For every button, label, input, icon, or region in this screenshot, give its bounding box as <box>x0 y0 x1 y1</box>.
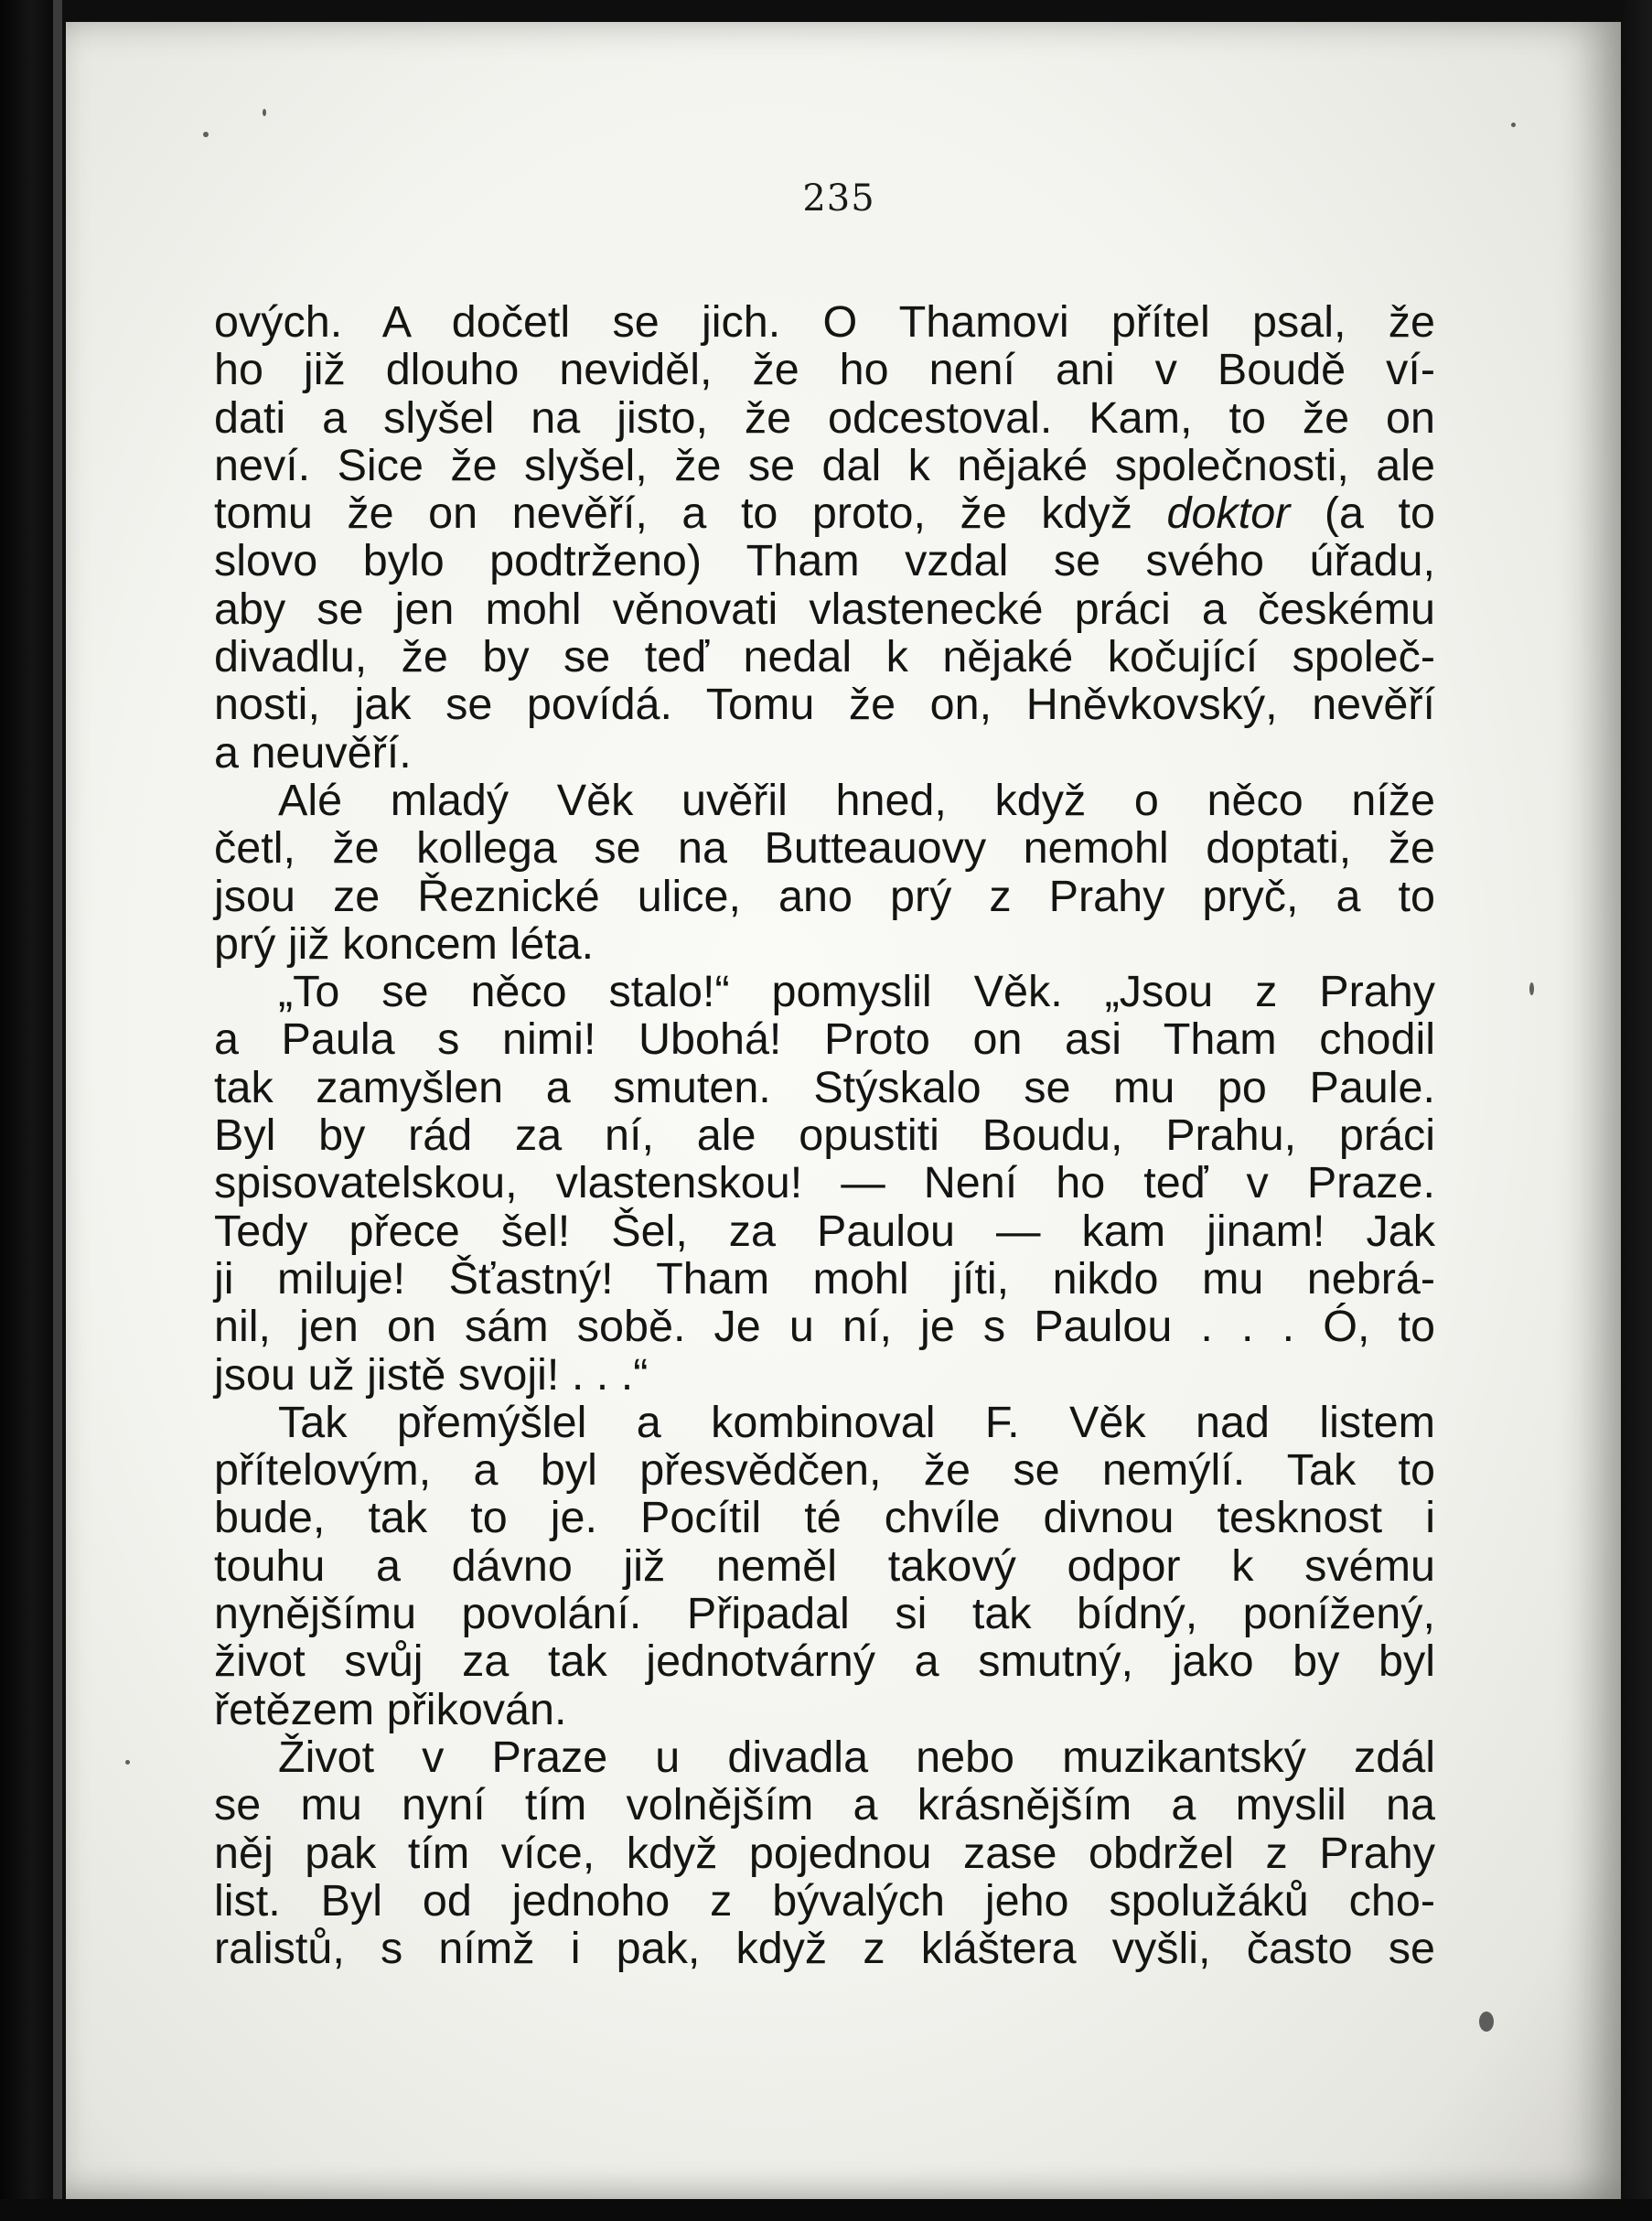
text-line: přítelovým, a byl přesvědčen, že se nemýlí. Tak to <box>214 1445 1435 1496</box>
text-line: nosti, jak se povídá. Tomu že on, Hněvkovský, nevěří <box>214 680 1435 730</box>
italic-word: doktor <box>1166 488 1291 539</box>
text-line: bude, tak to je. Pocítil té chvíle divnou tesknost i <box>214 1493 1435 1543</box>
text-line: četl, že kollega se na Butteauovy nemohl doptati, že <box>214 823 1435 874</box>
text-line: jsou už jistě svoji! . . .“ <box>214 1349 649 1400</box>
text-line: řetězem přikován. <box>214 1684 567 1734</box>
text-line: a Paula s nimi! Ubohá! Proto on asi Tham chodil <box>214 1014 1435 1065</box>
text-line: touhu a dávno již neměl takový odpor k svému <box>214 1540 1435 1591</box>
page-shadow-right <box>1621 0 1652 2221</box>
text-line: nil, jen on sám sobě. Je u ní, je s Paulou . . . Ó, to <box>214 1302 1435 1352</box>
page-shadow-bottom <box>0 2199 1652 2221</box>
text-line: Tak přemýšlel a kombinoval F. Věk nad listem <box>278 1397 1435 1447</box>
scan-speck <box>1529 982 1534 995</box>
text-line: ových. A dočetl se jich. O Thamovi přítel psal, že <box>214 297 1435 347</box>
text-line: něj pak tím více, když pojednou zase obdržel z Prahy <box>214 1828 1435 1878</box>
text-line: list. Byl od jednoho z bývalých jeho spolužáků cho- <box>214 1875 1435 1926</box>
text-line: nynějšímu povolání. Připadal si tak bídný, ponížený, <box>214 1589 1435 1639</box>
text-line: ji miluje! Šťastný! Tham mohl jíti, nikdo mu nebrá- <box>214 1253 1435 1304</box>
body-text <box>214 298 1435 1972</box>
text-line: Život v Praze u divadla nebo muzikantský zdál <box>278 1732 1435 1782</box>
text-line: Byl by rád za ní, ale opustiti Boudu, Prahu, práci <box>214 1110 1435 1161</box>
text-line: spisovatelskou, vlastenskou! — Není ho teď v Praze. <box>214 1158 1435 1208</box>
text-line: Alé mladý Věk uvěřil hned, když o něco níže <box>278 775 1435 825</box>
book-spine <box>53 0 62 2221</box>
text-line: divadlu, že by se teď nedal k nějaké kočující společ- <box>214 632 1435 682</box>
text-line: dati a slyšel na jisto, že odcestoval. Kam, to že on <box>214 392 1435 443</box>
text-line <box>214 489 1435 537</box>
facing-page-edge <box>0 0 53 2221</box>
text-line: Tedy přece šel! Šel, za Paulou — kam jinam! Jak <box>214 1206 1435 1256</box>
scan-speck <box>125 1760 130 1765</box>
text-line: aby se jen mohl věnovati vlastenecké práci a českému <box>214 584 1435 634</box>
text-line: tak zamyšlen a smuten. Stýskalo se mu po Paule. <box>214 1062 1435 1112</box>
text-line: prý již koncem léta. <box>214 918 595 969</box>
scan-speck <box>1511 123 1516 127</box>
text-line: ralistů, s nímž i pak, když z kláštera vyšli, často se <box>214 1924 1435 1974</box>
text-line: „To se něco stalo!“ pomyslil Věk. „Jsou z Prahy <box>278 967 1435 1017</box>
text-line: neví. Sice že slyšel, že se dal k nějaké společnosti, ale <box>214 440 1435 490</box>
text-line: se mu nyní tím volnějším a krásnějším a myslil na <box>214 1780 1435 1830</box>
text-line: jsou ze Řeznické ulice, ano prý z Prahy pryč, a to <box>214 871 1435 921</box>
page-sheet <box>66 22 1621 2205</box>
text-segment: (a to <box>1290 488 1435 539</box>
text-line: život svůj za tak jednotvárný a smutný, jako by byl <box>214 1636 1435 1687</box>
text-line: a neuvěří. <box>214 727 412 778</box>
text-line: ho již dlouho neviděl, že ho není ani v Boudě ví- <box>214 345 1435 395</box>
text-segment: tomu že on nevěří, a to proto, že když <box>214 488 1167 539</box>
text-line: slovo bylo podtrženo) Tham vzdal se svého úřadu, <box>214 536 1435 586</box>
page-number: 235 <box>802 177 875 220</box>
scan-speck <box>203 132 209 137</box>
scan-speck <box>1479 2012 1494 2032</box>
scan-speck <box>263 109 266 116</box>
